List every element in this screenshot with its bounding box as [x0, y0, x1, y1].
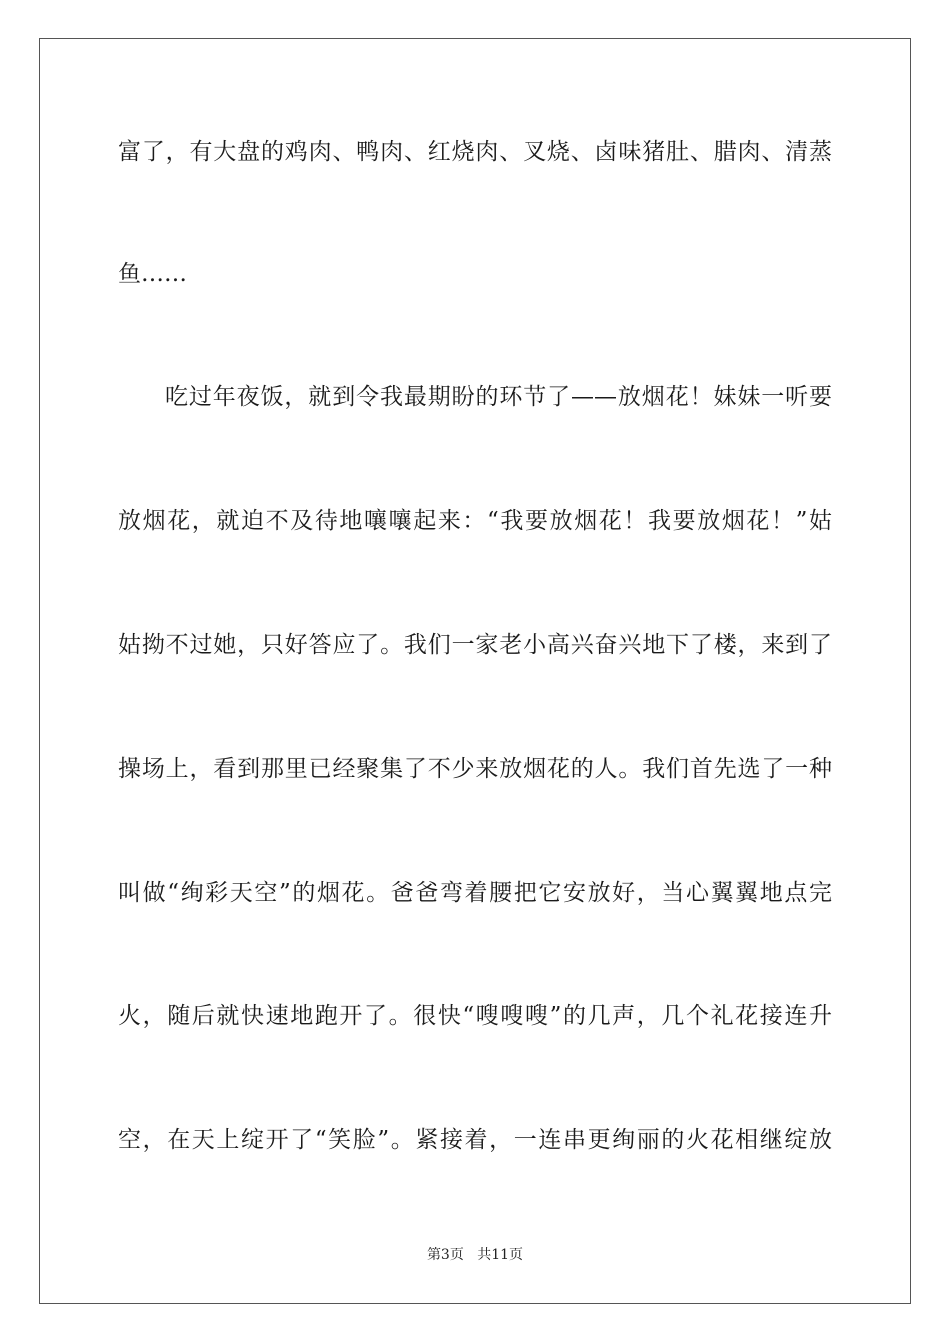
text-line-5: 姑拗不过她，只好答应了。我们一家老小高兴奋兴地下了楼，来到了 — [118, 632, 832, 658]
total-pages: 共11页 — [477, 1247, 524, 1263]
text-line-2: 鱼…… — [118, 261, 187, 287]
text-line-9: 空，在天上绽开了“笑脸”。紧接着，一连串更绚丽的火花相继绽放 — [118, 1127, 832, 1153]
text-line-8: 火，随后就快速地跑开了。很快“嗖嗖嗖”的几声，几个礼花接连升 — [118, 1003, 832, 1029]
text-line-6: 操场上，看到那里已经聚集了不少来放烟花的人。我们首先选了一种 — [118, 756, 832, 782]
page-number: 第3页 — [426, 1247, 464, 1263]
page-border — [39, 38, 911, 1304]
text-line-4: 放烟花，就迫不及待地嚷嚷起来：“我要放烟花！我要放烟花！”姑 — [118, 508, 832, 534]
text-line-1: 富了，有大盘的鸡肉、鸭肉、红烧肉、叉烧、卤味猪肚、腊肉、清蒸 — [118, 139, 832, 165]
text-line-7: 叫做“绚彩天空”的烟花。爸爸弯着腰把它安放好，当心翼翼地点完 — [118, 880, 832, 906]
page-footer — [0, 1246, 950, 1264]
paragraph-start-line: 吃过年夜饭，就到令我最期盼的环节了——放烟花！妹妹一听要 — [165, 384, 832, 410]
